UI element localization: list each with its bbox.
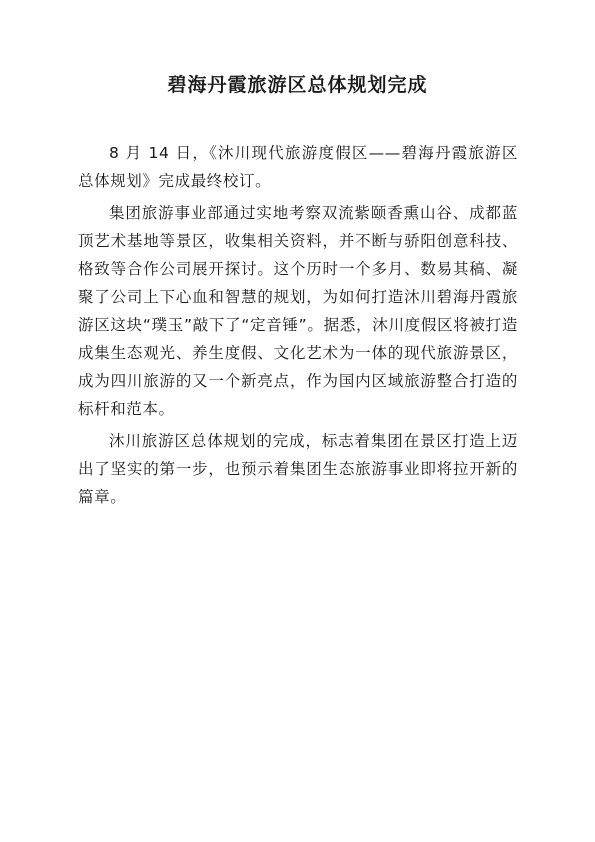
document-title: 碧海丹霞旅游区总体规划完成 bbox=[167, 74, 428, 96]
document-body bbox=[78, 139, 518, 515]
paragraph-conclusion: 沐川旅游区总体规划的完成，标志着集团在景区打造上迈出了坚实的第一步，也预示着集团生态旅游事业即将拉开新的篇章。 bbox=[78, 432, 518, 506]
paragraph-details: 集团旅游事业部通过实地考察双流紫颐香熏山谷、成都蓝顶艺术基地等景区，收集相关资料，并不断与骄阳创意科技、格致等合作公司展开探讨。这个历时一个多月、数易其稿、凝聚了公司上下心血和智慧的规划，为如何打造沐川碧海丹霞旅游区这块“璞玉”敲下了“定音锤”。据悉，沐川度假区将被打造成集生态观光、养生度假、文化艺术为一体的现代旅游景区，成为四川旅游的又一个新亮点，作为国内区域旅游整合打造的标杆和范本。 bbox=[78, 204, 518, 418]
paragraph-date: 8 月 14 日，《沐川现代旅游度假区——碧海丹霞旅游区总体规划》完成最终校订。 bbox=[78, 144, 518, 190]
